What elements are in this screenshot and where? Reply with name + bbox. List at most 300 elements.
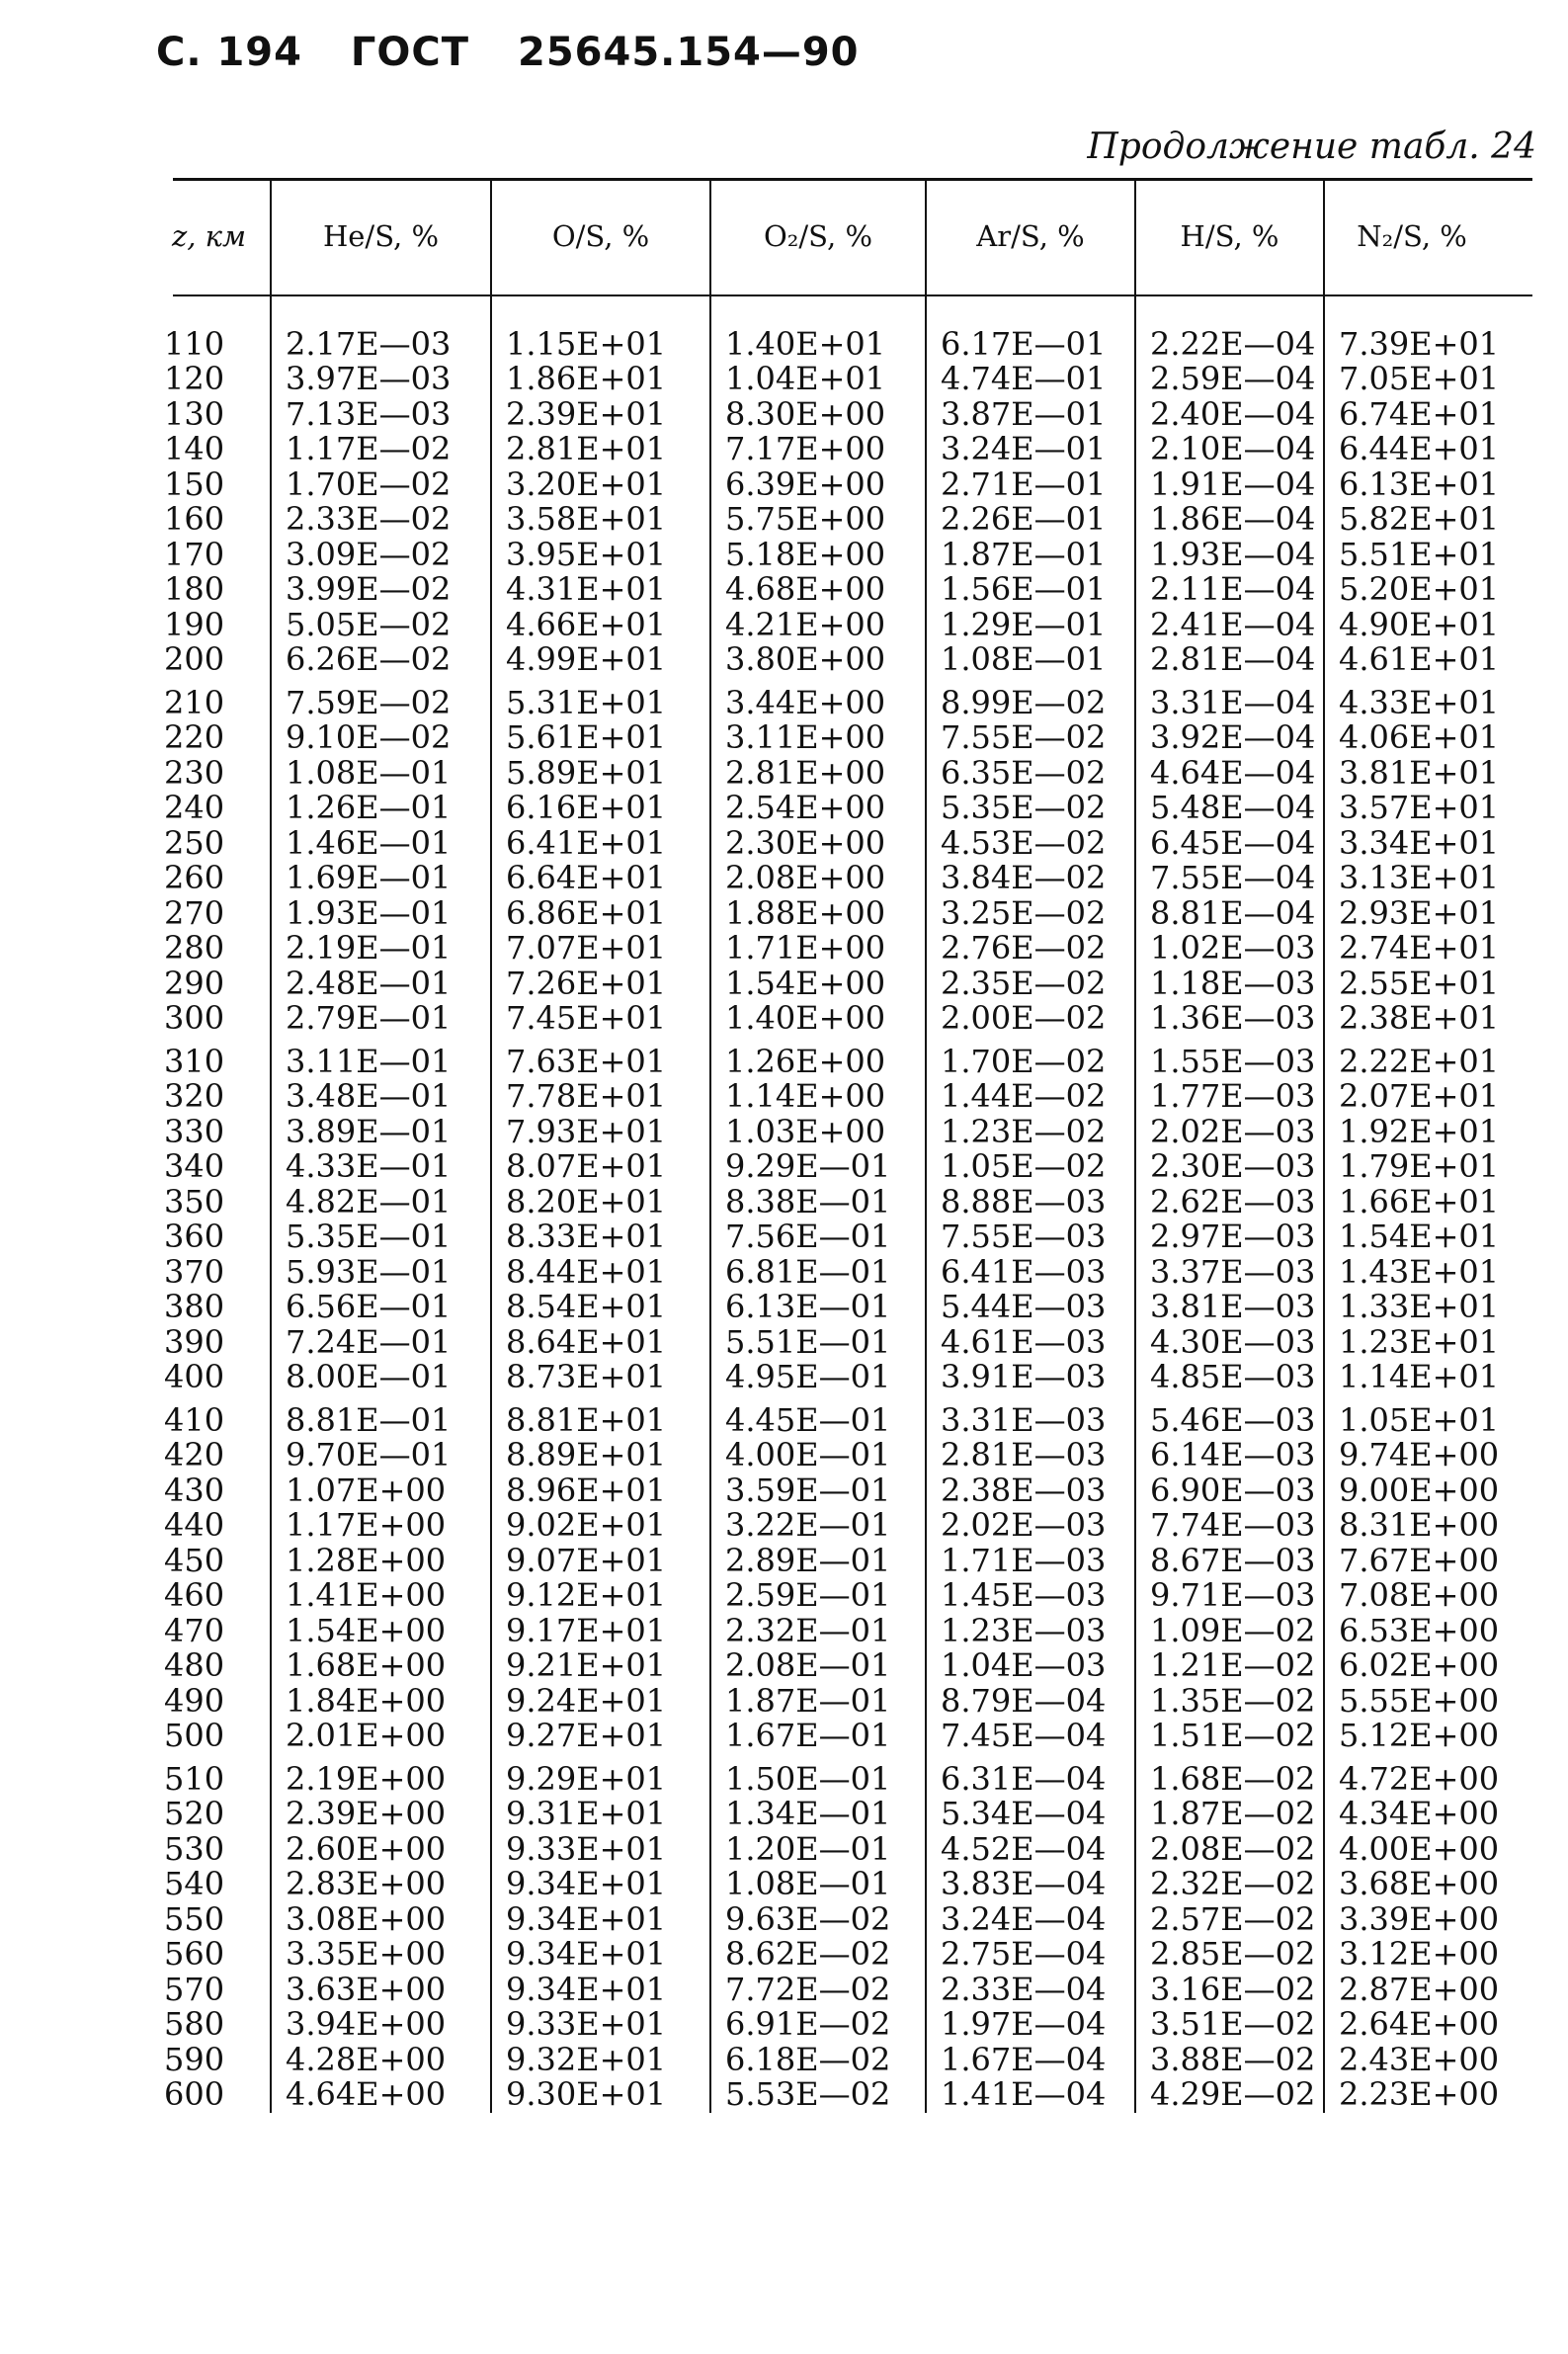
- value-cell: 5.35E—02: [926, 791, 1135, 826]
- value-cell: 8.07E+01: [491, 1149, 710, 1185]
- value-cell: 4.74E—01: [926, 362, 1135, 397]
- value-cell: 4.99E+01: [491, 642, 710, 678]
- value-cell: 2.85E—02: [1135, 1937, 1324, 1973]
- altitude-cell: 440: [164, 1506, 225, 1544]
- table-row: [148, 1648, 1499, 1684]
- value-cell: 3.51E—02: [1135, 2007, 1324, 2043]
- value-cell: 2.33E—02: [271, 502, 491, 538]
- value-cell: 3.34E+01: [1324, 826, 1499, 862]
- table-row: [148, 397, 1499, 433]
- value-cell: 9.33E+01: [491, 2007, 710, 2043]
- value-cell: 3.09E—02: [271, 538, 491, 573]
- value-cell: 2.32E—01: [710, 1614, 926, 1649]
- column-header: z, км: [171, 219, 247, 253]
- table-row: [148, 1719, 1499, 1754]
- value-cell: 8.79E—04: [926, 1684, 1135, 1720]
- altitude-cell: 580: [164, 2005, 225, 2043]
- value-cell: 2.32E—02: [1135, 1867, 1324, 1902]
- value-cell: 9.24E+01: [491, 1684, 710, 1720]
- altitude-cell: 430: [164, 1471, 225, 1509]
- value-cell: 1.70E—02: [926, 1037, 1135, 1080]
- value-cell: 6.31E—04: [926, 1754, 1135, 1798]
- value-cell: 1.08E—01: [271, 756, 491, 792]
- value-cell: 7.13E—03: [271, 397, 491, 433]
- altitude-cell: 210: [164, 683, 225, 721]
- value-cell: 1.54E+00: [710, 967, 926, 1002]
- value-cell: 2.07E+01: [1324, 1079, 1499, 1115]
- value-cell: 4.33E—01: [271, 1149, 491, 1185]
- altitude-cell: 470: [164, 1611, 225, 1649]
- value-cell: 9.31E+01: [491, 1797, 710, 1832]
- value-cell: 1.79E+01: [1324, 1149, 1499, 1185]
- value-cell: 2.89E—01: [710, 1544, 926, 1579]
- value-cell: 1.17E+00: [271, 1508, 491, 1544]
- value-cell: 8.89E+01: [491, 1438, 710, 1473]
- value-cell: 1.04E+01: [710, 362, 926, 397]
- value-cell: 3.84E—02: [926, 861, 1135, 896]
- value-cell: 3.91E—03: [926, 1360, 1135, 1395]
- column-header: H/S, %: [1135, 181, 1324, 292]
- data-table: [148, 181, 1499, 2113]
- value-cell: 9.34E+01: [491, 1902, 710, 1938]
- value-cell: 1.14E+00: [710, 1079, 926, 1115]
- altitude-cell: 480: [164, 1646, 225, 1684]
- value-cell: 3.39E+00: [1324, 1902, 1499, 1938]
- value-cell: 6.16E+01: [491, 791, 710, 826]
- value-cell: 6.53E+00: [1324, 1614, 1499, 1649]
- table-row: [148, 756, 1499, 792]
- value-cell: 7.45E+01: [491, 1001, 710, 1037]
- value-cell: 7.74E—03: [1135, 1508, 1324, 1544]
- value-cell: 1.44E—02: [926, 1079, 1135, 1115]
- table-row: [148, 1255, 1499, 1291]
- value-cell: 1.66E+01: [1324, 1185, 1499, 1220]
- value-cell: 1.17E—02: [271, 432, 491, 467]
- value-cell: 2.79E—01: [271, 1001, 491, 1037]
- altitude-cell: 240: [164, 789, 225, 826]
- value-cell: 4.68E+00: [710, 572, 926, 608]
- value-cell: 2.08E—01: [710, 1648, 926, 1684]
- value-cell: 5.51E—01: [710, 1325, 926, 1361]
- value-cell: 3.99E—02: [271, 572, 491, 608]
- value-cell: 3.95E+01: [491, 538, 710, 573]
- value-cell: 5.82E+01: [1324, 502, 1499, 538]
- value-cell: 8.20E+01: [491, 1185, 710, 1220]
- value-cell: 2.30E+00: [710, 826, 926, 862]
- value-cell: 1.43E+01: [1324, 1255, 1499, 1291]
- value-cell: 5.75E+00: [710, 502, 926, 538]
- altitude-cell: 150: [164, 464, 225, 503]
- value-cell: 2.39E+00: [271, 1797, 491, 1832]
- value-cell: 4.90E+01: [1324, 608, 1499, 643]
- table-row: [148, 2007, 1499, 2043]
- value-cell: 2.81E+01: [491, 432, 710, 467]
- value-cell: 1.09E—02: [1135, 1614, 1324, 1649]
- altitude-cell: 570: [164, 1970, 225, 2008]
- altitude-cell: 450: [164, 1541, 225, 1579]
- value-cell: 2.17E—03: [271, 327, 491, 363]
- value-cell: 4.21E+00: [710, 608, 926, 643]
- value-cell: 4.85E—03: [1135, 1360, 1324, 1395]
- value-cell: 8.73E+01: [491, 1360, 710, 1395]
- value-cell: 1.03E+00: [710, 1115, 926, 1150]
- value-cell: 7.55E—03: [926, 1219, 1135, 1255]
- spacer-row: [148, 292, 1499, 327]
- altitude-cell: 190: [164, 605, 225, 643]
- value-cell: 4.82E—01: [271, 1185, 491, 1220]
- value-cell: 6.17E—01: [926, 327, 1135, 363]
- value-cell: 8.99E—02: [926, 678, 1135, 721]
- value-cell: 2.59E—01: [710, 1578, 926, 1614]
- value-cell: 1.56E—01: [926, 572, 1135, 608]
- altitude-cell: 550: [164, 1899, 225, 1938]
- value-cell: 6.26E—02: [271, 642, 491, 678]
- value-cell: 5.05E—02: [271, 608, 491, 643]
- value-cell: 8.81E—04: [1135, 896, 1324, 932]
- value-cell: 6.18E—02: [710, 2043, 926, 2078]
- value-cell: 1.70E—02: [271, 467, 491, 503]
- value-cell: 3.87E—01: [926, 397, 1135, 433]
- altitude-cell: 320: [164, 1077, 225, 1115]
- value-cell: 4.34E+00: [1324, 1797, 1499, 1832]
- value-cell: 9.07E+01: [491, 1544, 710, 1579]
- value-cell: 1.23E—03: [926, 1614, 1135, 1649]
- value-cell: 1.41E—04: [926, 2077, 1135, 2113]
- value-cell: 5.18E+00: [710, 538, 926, 573]
- value-cell: 2.97E—03: [1135, 1219, 1324, 1255]
- table-row: [148, 1290, 1499, 1325]
- altitude-cell: 170: [164, 535, 225, 573]
- value-cell: 7.78E+01: [491, 1079, 710, 1115]
- value-cell: 1.87E—01: [926, 538, 1135, 573]
- altitude-cell: 510: [164, 1759, 225, 1798]
- altitude-cell: 540: [164, 1865, 225, 1902]
- table-row: [148, 608, 1499, 643]
- value-cell: 2.81E—03: [926, 1438, 1135, 1473]
- value-cell: 1.93E—04: [1135, 538, 1324, 573]
- value-cell: 2.23E+00: [1324, 2077, 1499, 2113]
- value-cell: 6.02E+00: [1324, 1648, 1499, 1684]
- value-cell: 5.53E—02: [710, 2077, 926, 2113]
- table-header-row: [148, 181, 1499, 292]
- value-cell: 9.02E+01: [491, 1508, 710, 1544]
- value-cell: 8.88E—03: [926, 1185, 1135, 1220]
- altitude-cell: 420: [164, 1436, 225, 1473]
- value-cell: 8.62E—02: [710, 1937, 926, 1973]
- value-cell: 6.13E+01: [1324, 467, 1499, 503]
- table-row: [148, 1219, 1499, 1255]
- value-cell: 3.12E+00: [1324, 1937, 1499, 1973]
- value-cell: 6.91E—02: [710, 2007, 926, 2043]
- value-cell: 6.44E+01: [1324, 432, 1499, 467]
- altitude-cell: 340: [164, 1147, 225, 1185]
- value-cell: 7.24E—01: [271, 1325, 491, 1361]
- value-cell: 7.56E—01: [710, 1219, 926, 1255]
- value-cell: 5.31E+01: [491, 678, 710, 721]
- table-row: [148, 678, 1499, 721]
- table-row: [148, 931, 1499, 967]
- altitude-cell: 140: [164, 430, 225, 467]
- value-cell: 7.63E+01: [491, 1037, 710, 1080]
- altitude-cell: 290: [164, 964, 225, 1002]
- table-row: [148, 720, 1499, 756]
- value-cell: 1.15E+01: [491, 327, 710, 363]
- table-row: [148, 1001, 1499, 1037]
- value-cell: 3.94E+00: [271, 2007, 491, 2043]
- value-cell: 4.00E+00: [1324, 1832, 1499, 1868]
- value-cell: 6.41E—03: [926, 1255, 1135, 1291]
- table-row: [148, 1325, 1499, 1361]
- value-cell: 4.64E+00: [271, 2077, 491, 2113]
- value-cell: 3.11E—01: [271, 1037, 491, 1080]
- value-cell: 8.33E+01: [491, 1219, 710, 1255]
- table-row: [148, 1360, 1499, 1395]
- table-row: [148, 1614, 1499, 1649]
- value-cell: 2.40E—04: [1135, 397, 1324, 433]
- value-cell: 1.40E+01: [710, 327, 926, 363]
- altitude-cell: 330: [164, 1112, 225, 1150]
- value-cell: 4.61E+01: [1324, 642, 1499, 678]
- value-cell: 3.59E—01: [710, 1473, 926, 1509]
- column-header: He/S, %: [271, 181, 491, 292]
- value-cell: 3.57E+01: [1324, 791, 1499, 826]
- value-cell: 2.38E—03: [926, 1473, 1135, 1509]
- value-cell: 1.07E+00: [271, 1473, 491, 1509]
- value-cell: 5.12E+00: [1324, 1719, 1499, 1754]
- table-row: [148, 1544, 1499, 1579]
- value-cell: 3.97E—03: [271, 362, 491, 397]
- value-cell: 9.29E—01: [710, 1149, 926, 1185]
- value-cell: 2.01E+00: [271, 1719, 491, 1754]
- value-cell: 7.59E—02: [271, 678, 491, 721]
- value-cell: 3.13E+01: [1324, 861, 1499, 896]
- value-cell: 6.81E—01: [710, 1255, 926, 1291]
- altitude-cell: 270: [164, 893, 225, 932]
- table-row: [148, 362, 1499, 397]
- value-cell: 4.00E—01: [710, 1438, 926, 1473]
- value-cell: 1.23E+01: [1324, 1325, 1499, 1361]
- column-header: N₂/S, %: [1324, 181, 1499, 292]
- value-cell: 1.77E—03: [1135, 1079, 1324, 1115]
- value-cell: 1.86E—04: [1135, 502, 1324, 538]
- value-cell: 1.93E—01: [271, 896, 491, 932]
- value-cell: 1.02E—03: [1135, 931, 1324, 967]
- value-cell: 3.81E—03: [1135, 1290, 1324, 1325]
- table-row: [148, 1037, 1499, 1080]
- altitude-cell: 530: [164, 1829, 225, 1868]
- value-cell: 2.08E+00: [710, 861, 926, 896]
- value-cell: 1.71E—03: [926, 1544, 1135, 1579]
- altitude-cell: 200: [164, 640, 225, 678]
- value-cell: 6.45E—04: [1135, 826, 1324, 862]
- altitude-cell: 130: [164, 394, 225, 433]
- value-cell: 2.74E+01: [1324, 931, 1499, 967]
- table-row: [148, 467, 1499, 503]
- value-cell: 3.88E—02: [1135, 2043, 1324, 2078]
- page-header: [156, 30, 893, 75]
- altitude-cell: 460: [164, 1576, 225, 1614]
- column-header: O/S, %: [491, 181, 710, 292]
- value-cell: 9.70E—01: [271, 1438, 491, 1473]
- value-cell: 1.40E+00: [710, 1001, 926, 1037]
- value-cell: 1.45E—03: [926, 1578, 1135, 1614]
- altitude-cell: 370: [164, 1252, 225, 1291]
- value-cell: 9.71E—03: [1135, 1578, 1324, 1614]
- table-row: [148, 896, 1499, 932]
- value-cell: 1.05E—02: [926, 1149, 1135, 1185]
- value-cell: 2.62E—03: [1135, 1185, 1324, 1220]
- table-row: [148, 432, 1499, 467]
- altitude-cell: 400: [164, 1358, 225, 1395]
- altitude-cell: 280: [164, 929, 225, 967]
- value-cell: 1.26E+00: [710, 1037, 926, 1080]
- value-cell: 5.35E—01: [271, 1219, 491, 1255]
- table-row: [148, 1149, 1499, 1185]
- value-cell: 4.28E+00: [271, 2043, 491, 2078]
- value-cell: 1.50E—01: [710, 1754, 926, 1798]
- value-cell: 1.86E+01: [491, 362, 710, 397]
- value-cell: 3.58E+01: [491, 502, 710, 538]
- value-cell: 2.60E+00: [271, 1832, 491, 1868]
- value-cell: 7.26E+01: [491, 967, 710, 1002]
- altitude-cell: 360: [164, 1218, 225, 1255]
- value-cell: 9.17E+01: [491, 1614, 710, 1649]
- value-cell: 2.11E—04: [1135, 572, 1324, 608]
- table-row: [148, 1754, 1499, 1798]
- table-row: [148, 826, 1499, 862]
- table-row: [148, 1684, 1499, 1720]
- value-cell: 4.95E—01: [710, 1360, 926, 1395]
- value-cell: 7.67E+00: [1324, 1544, 1499, 1579]
- value-cell: 5.34E—04: [926, 1797, 1135, 1832]
- value-cell: 2.76E—02: [926, 931, 1135, 967]
- value-cell: 6.64E+01: [491, 861, 710, 896]
- value-cell: 1.67E—04: [926, 2043, 1135, 2078]
- value-cell: 2.55E+01: [1324, 967, 1499, 1002]
- value-cell: 4.30E—03: [1135, 1325, 1324, 1361]
- value-cell: 7.93E+01: [491, 1115, 710, 1150]
- value-cell: 3.31E—03: [926, 1395, 1135, 1439]
- value-cell: 5.89E+01: [491, 756, 710, 792]
- value-cell: 2.10E—04: [1135, 432, 1324, 467]
- value-cell: 2.02E—03: [1135, 1115, 1324, 1150]
- value-cell: 1.67E—01: [710, 1719, 926, 1754]
- value-cell: 2.33E—04: [926, 1973, 1135, 2008]
- table-row: [148, 1438, 1499, 1473]
- value-cell: 1.08E—01: [710, 1867, 926, 1902]
- altitude-cell: 520: [164, 1795, 225, 1832]
- value-cell: 9.10E—02: [271, 720, 491, 756]
- value-cell: 3.22E—01: [710, 1508, 926, 1544]
- value-cell: 1.87E—01: [710, 1684, 926, 1720]
- standard-label: ГОСТ: [350, 30, 470, 75]
- table-row: [148, 1508, 1499, 1544]
- value-cell: 5.93E—01: [271, 1255, 491, 1291]
- value-cell: 9.27E+01: [491, 1719, 710, 1754]
- value-cell: 1.88E+00: [710, 896, 926, 932]
- value-cell: 1.51E—02: [1135, 1719, 1324, 1754]
- table-continuation-caption: Продолжение табл. 24: [1087, 126, 1536, 167]
- value-cell: 2.02E—03: [926, 1508, 1135, 1544]
- table-row: [148, 572, 1499, 608]
- value-cell: 9.34E+01: [491, 1973, 710, 2008]
- value-cell: 1.87E—02: [1135, 1797, 1324, 1832]
- value-cell: 1.46E—01: [271, 826, 491, 862]
- value-cell: 5.46E—03: [1135, 1395, 1324, 1439]
- value-cell: 9.00E+00: [1324, 1473, 1499, 1509]
- value-cell: 8.00E—01: [271, 1360, 491, 1395]
- value-cell: 1.04E—03: [926, 1648, 1135, 1684]
- value-cell: 1.34E—01: [710, 1797, 926, 1832]
- table-row: [148, 2043, 1499, 2078]
- value-cell: 7.55E—04: [1135, 861, 1324, 896]
- value-cell: 9.63E—02: [710, 1902, 926, 1938]
- table-row: [148, 2077, 1499, 2113]
- altitude-cell: 300: [164, 999, 225, 1037]
- value-cell: 9.33E+01: [491, 1832, 710, 1868]
- value-cell: 4.64E—04: [1135, 756, 1324, 792]
- value-cell: 2.48E—01: [271, 967, 491, 1002]
- column-header: O₂/S, %: [710, 181, 926, 292]
- value-cell: 2.81E+00: [710, 756, 926, 792]
- value-cell: 8.44E+01: [491, 1255, 710, 1291]
- altitude-cell: 250: [164, 823, 225, 862]
- value-cell: 2.75E—04: [926, 1937, 1135, 1973]
- value-cell: 3.44E+00: [710, 678, 926, 721]
- value-cell: 3.37E—03: [1135, 1255, 1324, 1291]
- value-cell: 4.66E+01: [491, 608, 710, 643]
- value-cell: 2.81E—04: [1135, 642, 1324, 678]
- page-number: С. 194: [156, 30, 302, 75]
- value-cell: 2.41E—04: [1135, 608, 1324, 643]
- altitude-cell: 600: [164, 2075, 225, 2113]
- value-cell: 4.53E—02: [926, 826, 1135, 862]
- value-cell: 7.07E+01: [491, 931, 710, 967]
- altitude-cell: 180: [164, 570, 225, 608]
- column-header: Ar/S, %: [926, 181, 1135, 292]
- value-cell: 5.20E+01: [1324, 572, 1499, 608]
- value-cell: 7.55E—02: [926, 720, 1135, 756]
- value-cell: 4.29E—02: [1135, 2077, 1324, 2113]
- value-cell: 2.00E—02: [926, 1001, 1135, 1037]
- value-cell: 2.38E+01: [1324, 1001, 1499, 1037]
- value-cell: 6.35E—02: [926, 756, 1135, 792]
- value-cell: 2.26E—01: [926, 502, 1135, 538]
- value-cell: 2.35E—02: [926, 967, 1135, 1002]
- value-cell: 1.97E—04: [926, 2007, 1135, 2043]
- value-cell: 4.33E+01: [1324, 678, 1499, 721]
- value-cell: 1.68E+00: [271, 1648, 491, 1684]
- value-cell: 7.05E+01: [1324, 362, 1499, 397]
- table-body: [148, 292, 1499, 2113]
- altitude-cell: 490: [164, 1681, 225, 1720]
- value-cell: 4.52E—04: [926, 1832, 1135, 1868]
- value-cell: 9.34E+01: [491, 1867, 710, 1902]
- value-cell: 3.89E—01: [271, 1115, 491, 1150]
- value-cell: 9.29E+01: [491, 1754, 710, 1798]
- value-cell: 6.90E—03: [1135, 1473, 1324, 1509]
- value-cell: 2.30E—03: [1135, 1149, 1324, 1185]
- value-cell: 8.38E—01: [710, 1185, 926, 1220]
- table-row: [148, 1797, 1499, 1832]
- table-row: [148, 1937, 1499, 1973]
- value-cell: 6.74E+01: [1324, 397, 1499, 433]
- value-cell: 3.31E—04: [1135, 678, 1324, 721]
- table-row: [148, 1185, 1499, 1220]
- value-cell: 4.61E—03: [926, 1325, 1135, 1361]
- value-cell: 1.92E+01: [1324, 1115, 1499, 1150]
- altitude-cell: 220: [164, 718, 225, 756]
